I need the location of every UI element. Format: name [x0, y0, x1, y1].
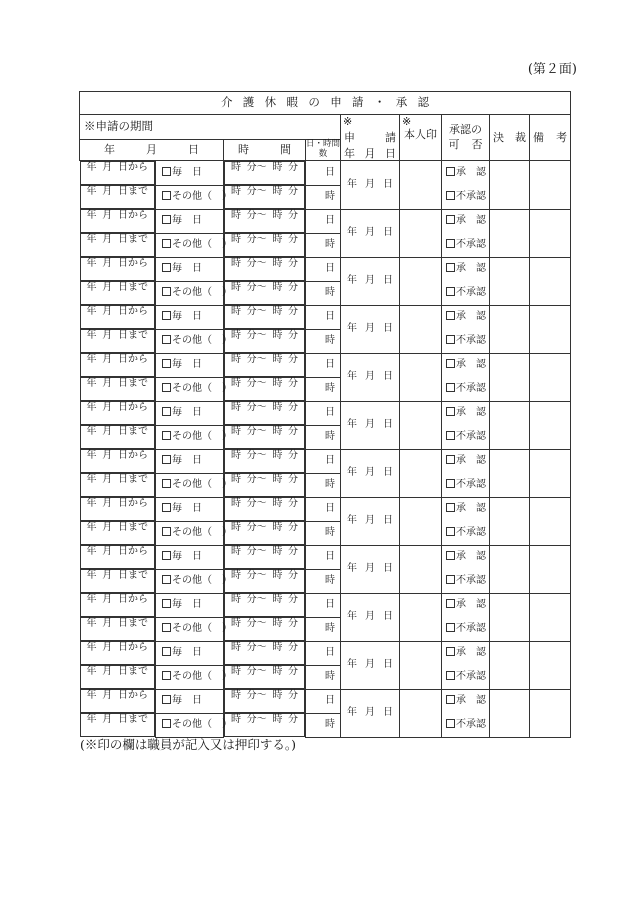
approve-option[interactable]: 承 認	[442, 161, 490, 186]
other-option[interactable]: その他（ ）	[156, 233, 224, 257]
reject-option[interactable]: 不承認	[442, 521, 490, 545]
time-from-cell[interactable]: 時 分〜 時 分	[224, 161, 305, 185]
entry-row-top	[80, 401, 571, 425]
approve-option[interactable]: 承 認	[442, 305, 490, 329]
entry-row-top	[80, 353, 571, 377]
checkbox-icon[interactable]	[446, 311, 455, 320]
checkbox-icon[interactable]	[446, 215, 455, 224]
apply-date-cell[interactable]: 年 月 日	[341, 257, 400, 305]
date-header-month: 月	[146, 143, 157, 157]
approve-option[interactable]: 承 認	[442, 449, 490, 473]
remarks-cell[interactable]	[530, 497, 571, 545]
every-day-option[interactable]: 毎 日	[156, 305, 224, 329]
hour-count-cell[interactable]: 時	[306, 521, 341, 545]
time-header-1: 時	[238, 143, 249, 157]
day-count-cell[interactable]: 日	[306, 257, 341, 281]
day-count-cell[interactable]: 日	[306, 593, 341, 617]
seal-cell[interactable]	[400, 641, 442, 689]
apply-date-cell[interactable]: 年 月 日	[341, 353, 400, 401]
entry-row-top	[80, 305, 571, 329]
other-option[interactable]: その他（ ）	[156, 329, 224, 353]
checkbox-icon[interactable]	[446, 167, 455, 176]
remarks-cell[interactable]	[530, 401, 571, 449]
decision-cell[interactable]	[490, 353, 530, 401]
apply-date-cell[interactable]: 年 月 日	[341, 161, 400, 210]
checkbox-icon[interactable]	[446, 551, 455, 560]
time-to-cell[interactable]: 時 分〜 時 分	[224, 329, 305, 353]
apply-header-1: 申	[344, 130, 355, 144]
day-count-cell[interactable]: 日	[306, 353, 341, 377]
every-day-option[interactable]: 毎 日	[156, 161, 224, 186]
reject-option[interactable]: 不承認	[442, 329, 490, 353]
date-header-year: 年	[104, 143, 115, 157]
time-to-cell[interactable]: 時 分〜 時 分	[224, 713, 305, 737]
seal-cell[interactable]	[400, 305, 442, 353]
remarks-cell[interactable]	[530, 305, 571, 353]
seal-cell[interactable]	[400, 209, 442, 257]
day-count-cell[interactable]: 日	[306, 545, 341, 569]
from-date-cell[interactable]: 年 月 日から	[80, 209, 156, 233]
reject-option[interactable]: 不承認	[442, 713, 490, 737]
remarks-cell[interactable]	[530, 449, 571, 497]
apply-date-cell[interactable]: 年 月 日	[341, 305, 400, 353]
reject-option[interactable]: 不承認	[442, 281, 490, 305]
to-date-cell[interactable]: 年 月 日まで	[80, 521, 156, 545]
to-date-cell[interactable]: 年 月 日まで	[80, 425, 156, 449]
checkbox-icon[interactable]	[446, 671, 455, 680]
checkbox-icon[interactable]	[162, 455, 171, 464]
entry-row-top	[80, 161, 571, 186]
time-from-cell[interactable]: 時 分〜 時 分	[224, 641, 305, 665]
seal-cell[interactable]	[400, 497, 442, 545]
remarks-header-b: 考	[556, 130, 568, 144]
decision-cell[interactable]	[490, 641, 530, 689]
to-date-cell[interactable]: 年 月 日まで	[80, 185, 156, 209]
reject-option[interactable]: 不承認	[442, 185, 490, 209]
day-count-cell[interactable]: 日	[306, 689, 341, 713]
hour-count-cell[interactable]: 時	[306, 569, 341, 593]
every-day-option[interactable]: 毎 日	[156, 401, 224, 425]
approval-header-1: 承認の	[449, 123, 482, 137]
hour-count-cell[interactable]: 時	[306, 425, 341, 449]
checkbox-icon[interactable]	[162, 719, 171, 728]
from-date-cell[interactable]: 年 月 日から	[80, 353, 156, 377]
day-count-cell[interactable]: 日	[306, 641, 341, 665]
to-date-cell[interactable]: 年 月 日まで	[80, 329, 156, 353]
every-day-option[interactable]: 毎 日	[156, 257, 224, 281]
page-number: (第２面)	[527, 62, 577, 77]
period-label: ※申請の期間	[80, 115, 341, 140]
day-count-cell[interactable]: 日	[306, 161, 341, 186]
checkbox-icon[interactable]	[162, 215, 171, 224]
to-date-cell[interactable]: 年 月 日まで	[80, 233, 156, 257]
decision-cell[interactable]	[490, 257, 530, 305]
time-from-cell[interactable]: 時 分〜 時 分	[224, 305, 305, 329]
other-option[interactable]: その他（ ）	[156, 665, 224, 689]
seal-cell[interactable]	[400, 545, 442, 593]
checkbox-icon[interactable]	[162, 551, 171, 560]
other-option[interactable]: その他（ ）	[156, 569, 224, 593]
decision-cell[interactable]	[490, 449, 530, 497]
time-to-cell[interactable]: 時 分〜 時 分	[224, 377, 305, 401]
every-day-option[interactable]: 毎 日	[156, 497, 224, 521]
date-header	[80, 139, 224, 160]
checkbox-icon[interactable]	[446, 287, 455, 296]
checkbox-icon[interactable]	[446, 719, 455, 728]
every-day-option[interactable]: 毎 日	[156, 545, 224, 569]
checkbox-icon[interactable]	[446, 527, 455, 536]
day-count-cell[interactable]: 日	[306, 209, 341, 233]
decision-cell[interactable]	[490, 689, 530, 737]
approve-option[interactable]: 承 認	[442, 353, 490, 377]
seal-cell[interactable]	[400, 593, 442, 641]
decision-cell[interactable]	[490, 401, 530, 449]
apply-mark: ※	[343, 115, 353, 128]
days-hours-header: 日・時間数	[306, 139, 341, 159]
to-date-cell[interactable]: 年 月 日まで	[80, 281, 156, 305]
remarks-header-a: 備	[533, 130, 544, 144]
checkbox-icon[interactable]	[446, 407, 455, 416]
checkbox-icon[interactable]	[446, 479, 455, 488]
time-to-cell[interactable]: 時 分〜 時 分	[224, 617, 305, 641]
time-to-cell[interactable]: 時 分〜 時 分	[224, 665, 305, 689]
checkbox-icon[interactable]	[162, 527, 171, 536]
apply-date-cell[interactable]: 年 月 日	[341, 449, 400, 497]
form-title: 介護休暇の申請・承認	[80, 92, 571, 115]
apply-date-cell[interactable]: 年 月 日	[341, 593, 400, 641]
hour-count-cell[interactable]: 時	[306, 665, 341, 689]
day-count-cell[interactable]: 日	[306, 305, 341, 329]
remarks-cell[interactable]	[530, 353, 571, 401]
entry-row-top	[80, 257, 571, 281]
hour-count-cell[interactable]: 時	[306, 713, 341, 737]
time-to-cell[interactable]: 時 分〜 時 分	[224, 569, 305, 593]
time-from-cell[interactable]: 時 分〜 時 分	[224, 209, 305, 233]
checkbox-icon[interactable]	[446, 431, 455, 440]
checkbox-icon[interactable]	[162, 479, 171, 488]
entry-row-top	[80, 593, 571, 617]
reject-option[interactable]: 不承認	[442, 233, 490, 257]
hour-count-cell[interactable]: 時	[306, 185, 341, 209]
checkbox-icon[interactable]	[446, 599, 455, 608]
checkbox-icon[interactable]	[162, 311, 171, 320]
remarks-cell[interactable]	[530, 593, 571, 641]
other-option[interactable]: その他（ ）	[156, 521, 224, 545]
entry-row-top	[80, 689, 571, 713]
from-date-cell[interactable]: 年 月 日から	[80, 545, 156, 569]
seal-header	[400, 115, 442, 161]
every-day-option[interactable]: 毎 日	[156, 209, 224, 233]
seal-mark: ※	[402, 115, 412, 128]
from-date-cell[interactable]: 年 月 日から	[80, 161, 156, 185]
time-from-cell[interactable]: 時 分〜 時 分	[224, 497, 305, 521]
reject-option[interactable]: 不承認	[442, 425, 490, 449]
decision-cell[interactable]	[490, 593, 530, 641]
checkbox-icon[interactable]	[446, 335, 455, 344]
decision-cell[interactable]	[490, 161, 530, 210]
form-note: (※印の欄は職員が記入又は押印する。)	[80, 737, 297, 752]
approve-option[interactable]: 承 認	[442, 497, 490, 521]
apply-header-day: 日	[385, 146, 396, 160]
remarks-cell[interactable]	[530, 689, 571, 737]
decision-header-a: 決	[493, 130, 504, 144]
checkbox-icon[interactable]	[162, 287, 171, 296]
to-date-cell[interactable]: 年 月 日まで	[80, 665, 156, 689]
checkbox-icon[interactable]	[446, 575, 455, 584]
time-to-cell[interactable]: 時 分〜 時 分	[224, 425, 305, 449]
checkbox-icon[interactable]	[162, 167, 171, 176]
remarks-cell[interactable]	[530, 545, 571, 593]
time-header	[224, 139, 306, 160]
apply-date-cell[interactable]: 年 月 日	[341, 209, 400, 257]
apply-date-cell[interactable]: 年 月 日	[341, 689, 400, 737]
checkbox-icon[interactable]	[446, 191, 455, 200]
checkbox-icon[interactable]	[162, 671, 171, 680]
to-date-cell[interactable]: 年 月 日まで	[80, 617, 156, 641]
reject-option[interactable]: 不承認	[442, 665, 490, 689]
approve-option[interactable]: 承 認	[442, 641, 490, 665]
apply-header-year: 年	[344, 146, 355, 160]
every-day-option[interactable]: 毎 日	[156, 689, 224, 713]
reject-option[interactable]: 不承認	[442, 473, 490, 497]
approval-header-2b: 否	[471, 137, 483, 151]
hour-count-cell[interactable]: 時	[306, 617, 341, 641]
approve-option[interactable]: 承 認	[442, 593, 490, 617]
every-day-option[interactable]: 毎 日	[156, 641, 224, 665]
checkbox-icon[interactable]	[162, 239, 171, 248]
time-to-cell[interactable]: 時 分〜 時 分	[224, 521, 305, 545]
other-option[interactable]: その他（ ）	[156, 617, 224, 641]
other-option[interactable]: その他（ ）	[156, 377, 224, 401]
apply-date-header	[341, 115, 400, 161]
hour-count-cell[interactable]: 時	[306, 473, 341, 497]
remarks-cell[interactable]	[530, 257, 571, 305]
to-date-cell[interactable]: 年 月 日まで	[80, 377, 156, 401]
from-date-cell[interactable]: 年 月 日から	[80, 641, 156, 665]
checkbox-icon[interactable]	[162, 503, 171, 512]
approval-header-2a: 可	[448, 137, 460, 151]
from-date-cell[interactable]: 年 月 日から	[80, 497, 156, 521]
approve-option[interactable]: 承 認	[442, 545, 490, 569]
checkbox-icon[interactable]	[162, 263, 171, 272]
decision-header	[490, 115, 530, 161]
other-option[interactable]: その他（ ）	[156, 185, 224, 209]
to-date-cell[interactable]: 年 月 日まで	[80, 569, 156, 593]
apply-header-2: 請	[385, 130, 396, 144]
entry-row-top	[80, 641, 571, 665]
reject-option[interactable]: 不承認	[442, 569, 490, 593]
other-option[interactable]: その他（ ）	[156, 473, 224, 497]
time-from-cell[interactable]: 時 分〜 時 分	[224, 689, 305, 713]
from-date-cell[interactable]: 年 月 日から	[80, 689, 156, 713]
reject-option[interactable]: 不承認	[442, 617, 490, 641]
every-day-option[interactable]: 毎 日	[156, 449, 224, 473]
time-from-cell[interactable]: 時 分〜 時 分	[224, 401, 305, 425]
checkbox-icon[interactable]	[162, 359, 171, 368]
to-date-cell[interactable]: 年 月 日まで	[80, 713, 156, 737]
approve-option[interactable]: 承 認	[442, 209, 490, 233]
seal-cell[interactable]	[400, 401, 442, 449]
checkbox-icon[interactable]	[162, 407, 171, 416]
decision-cell[interactable]	[490, 209, 530, 257]
apply-date-cell[interactable]: 年 月 日	[341, 641, 400, 689]
decision-header-b: 裁	[515, 130, 526, 144]
approval-header	[442, 115, 490, 161]
entry-row-top	[80, 449, 571, 473]
remarks-cell[interactable]	[530, 209, 571, 257]
reject-option[interactable]: 不承認	[442, 377, 490, 401]
hour-count-cell[interactable]: 時	[306, 233, 341, 257]
checkbox-icon[interactable]	[446, 623, 455, 632]
checkbox-icon[interactable]	[446, 503, 455, 512]
seal-cell[interactable]	[400, 353, 442, 401]
every-day-option[interactable]: 毎 日	[156, 593, 224, 617]
leave-application-form	[79, 91, 571, 738]
seal-cell[interactable]	[400, 689, 442, 737]
time-header-2: 間	[280, 143, 291, 157]
checkbox-icon[interactable]	[162, 647, 171, 656]
seal-cell[interactable]	[400, 161, 442, 210]
apply-header-month: 月	[364, 146, 376, 160]
from-date-cell[interactable]: 年 月 日から	[80, 305, 156, 329]
entry-row-top	[80, 497, 571, 521]
other-option[interactable]: その他（ ）	[156, 713, 224, 737]
checkbox-icon[interactable]	[162, 623, 171, 632]
time-to-cell[interactable]: 時 分〜 時 分	[224, 185, 305, 209]
to-date-cell[interactable]: 年 月 日まで	[80, 473, 156, 497]
checkbox-icon[interactable]	[162, 383, 171, 392]
date-header-day: 日	[188, 143, 199, 157]
remarks-header	[530, 115, 571, 161]
checkbox-icon[interactable]	[162, 431, 171, 440]
entry-row-top	[80, 209, 571, 233]
from-date-cell[interactable]: 年 月 日から	[80, 257, 156, 281]
time-from-cell[interactable]: 時 分〜 時 分	[224, 545, 305, 569]
time-to-cell[interactable]: 時 分〜 時 分	[224, 281, 305, 305]
remarks-cell[interactable]	[530, 641, 571, 689]
checkbox-icon[interactable]	[446, 647, 455, 656]
from-date-cell[interactable]: 年 月 日から	[80, 401, 156, 425]
seal-cell[interactable]	[400, 257, 442, 305]
apply-date-cell[interactable]: 年 月 日	[341, 497, 400, 545]
checkbox-icon[interactable]	[446, 383, 455, 392]
checkbox-icon[interactable]	[446, 359, 455, 368]
checkbox-icon[interactable]	[446, 455, 455, 464]
approve-option[interactable]: 承 認	[442, 257, 490, 281]
checkbox-icon[interactable]	[162, 599, 171, 608]
checkbox-icon[interactable]	[162, 575, 171, 584]
decision-cell[interactable]	[490, 497, 530, 545]
time-from-cell[interactable]: 時 分〜 時 分	[224, 449, 305, 473]
from-date-cell[interactable]: 年 月 日から	[80, 593, 156, 617]
every-day-option[interactable]: 毎 日	[156, 353, 224, 377]
checkbox-icon[interactable]	[446, 263, 455, 272]
time-from-cell[interactable]: 時 分〜 時 分	[224, 593, 305, 617]
hour-count-cell[interactable]: 時	[306, 329, 341, 353]
other-option[interactable]: その他（ ）	[156, 425, 224, 449]
time-to-cell[interactable]: 時 分〜 時 分	[224, 473, 305, 497]
entry-row-top	[80, 545, 571, 569]
checkbox-icon[interactable]	[162, 191, 171, 200]
checkbox-icon[interactable]	[446, 239, 455, 248]
day-count-cell[interactable]: 日	[306, 401, 341, 425]
approve-option[interactable]: 承 認	[442, 401, 490, 425]
checkbox-icon[interactable]	[446, 695, 455, 704]
other-option[interactable]: その他（ ）	[156, 281, 224, 305]
apply-date-cell[interactable]: 年 月 日	[341, 545, 400, 593]
seal-header-label: 本人印	[404, 128, 437, 142]
checkbox-icon[interactable]	[162, 695, 171, 704]
from-date-cell[interactable]: 年 月 日から	[80, 449, 156, 473]
hour-count-cell[interactable]: 時	[306, 281, 341, 305]
time-from-cell[interactable]: 時 分〜 時 分	[224, 257, 305, 281]
day-count-cell[interactable]: 日	[306, 497, 341, 521]
checkbox-icon[interactable]	[162, 335, 171, 344]
decision-cell[interactable]	[490, 305, 530, 353]
time-from-cell[interactable]: 時 分〜 時 分	[224, 353, 305, 377]
approve-option[interactable]: 承 認	[442, 689, 490, 713]
day-count-cell[interactable]: 日	[306, 449, 341, 473]
remarks-cell[interactable]	[530, 161, 571, 210]
hour-count-cell[interactable]: 時	[306, 377, 341, 401]
seal-cell[interactable]	[400, 449, 442, 497]
apply-date-cell[interactable]: 年 月 日	[341, 401, 400, 449]
decision-cell[interactable]	[490, 545, 530, 593]
time-to-cell[interactable]: 時 分〜 時 分	[224, 233, 305, 257]
